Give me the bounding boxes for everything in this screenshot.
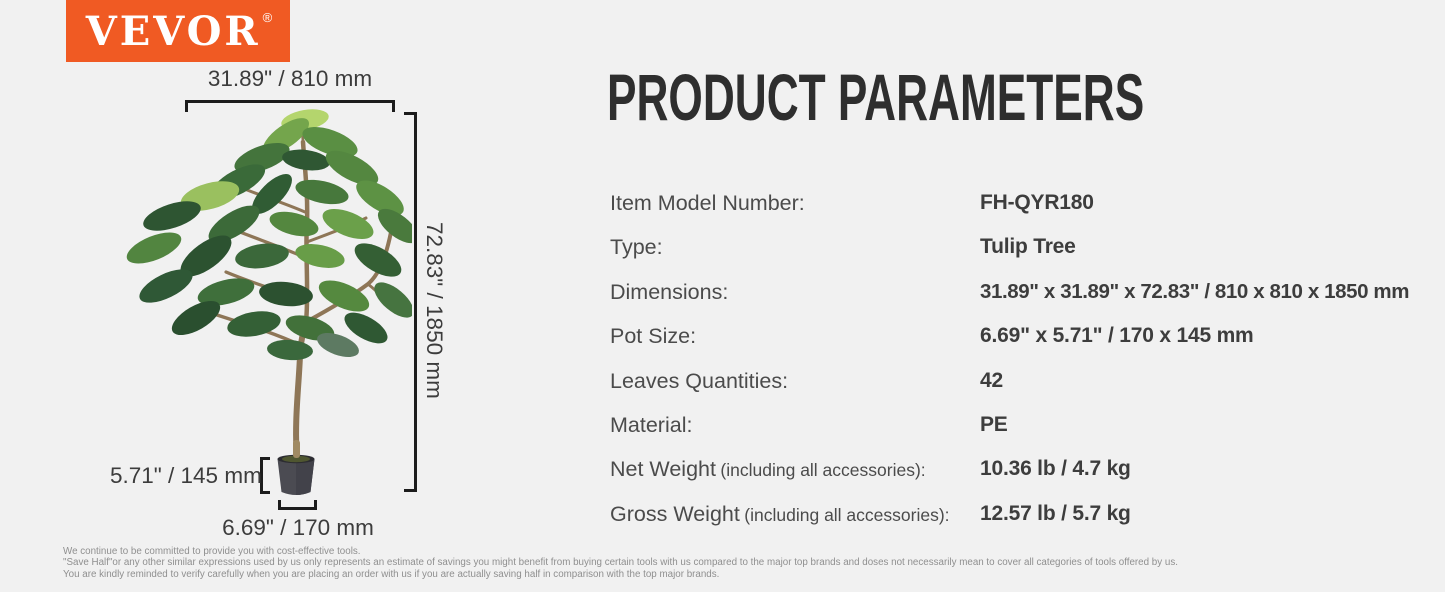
- param-row-type: [610, 232, 1445, 262]
- width-dimension-bracket: [185, 100, 395, 112]
- width-dimension-label: 31.89" / 810 mm: [207, 66, 373, 91]
- param-row-pot-size: [610, 321, 1445, 351]
- param-label-note: (including all accessories):: [744, 505, 950, 525]
- param-label: Type:: [610, 235, 663, 259]
- param-row-item-model-number: [610, 188, 1445, 218]
- param-value: FH-QYR180: [980, 191, 1094, 214]
- param-row-dimensions: [610, 277, 1445, 307]
- disclaimer-line-1: We continue to be committed to provide you with cost-effective tools.: [63, 546, 361, 557]
- param-value: 42: [980, 369, 1003, 392]
- vevor-logo-text: VEVOR: [85, 7, 261, 55]
- height-dimension-label: 72.83" / 1850 mm: [422, 222, 447, 399]
- page-title: PRODUCT PARAMETERS: [607, 60, 1145, 134]
- param-label: Material:: [610, 413, 693, 437]
- pot-height-dimension-label: 5.71" / 145 mm: [110, 463, 262, 488]
- param-value: Tulip Tree: [980, 235, 1076, 258]
- param-value: 6.69" x 5.71" / 170 x 145 mm: [980, 324, 1254, 347]
- height-dimension-bracket: [404, 112, 417, 492]
- param-label: Pot Size:: [610, 324, 697, 348]
- vevor-logo: [66, 0, 290, 62]
- pot: [278, 440, 315, 495]
- pot-width-dimension-bracket: [278, 500, 317, 510]
- param-row-net-weight: [610, 454, 1445, 484]
- param-label: Leaves Quantities:: [610, 369, 789, 393]
- param-row-leaves-quantities: [610, 366, 1445, 396]
- param-label: Net Weight: [610, 457, 716, 481]
- param-label: Item Model Number:: [610, 191, 805, 215]
- disclaimer: [63, 546, 1393, 580]
- param-label: Dimensions:: [610, 280, 729, 304]
- param-value: 31.89" x 31.89" x 72.83" / 810 x 810 x 1850 mm: [980, 280, 1410, 303]
- param-label: Gross Weight: [610, 502, 740, 526]
- param-row-material: [610, 410, 1445, 440]
- registered-trademark-symbol: ®: [262, 9, 273, 25]
- param-value: 10.36 lb / 4.7 kg: [980, 457, 1131, 480]
- plant-image: [108, 108, 412, 506]
- param-value: PE: [980, 413, 1008, 436]
- param-label-note: (including all accessories):: [720, 460, 926, 480]
- pot-width-dimension-label: 6.69" / 170 mm: [222, 515, 374, 540]
- disclaimer-line-3: You are kindly reminded to verify carefully when you are placing an order with us if you are actually saving half in comparison with the top major brands.: [63, 568, 720, 580]
- disclaimer-line-2: "Save Half"or any other similar expressions used by us only represents an estimate of savings you might benefit from buying certain tools with us compared to the major top brands and doses not necessarily mean to cover all categories of tools offered by us.: [63, 557, 1178, 569]
- param-value: 12.57 lb / 5.7 kg: [980, 502, 1131, 525]
- param-row-gross-weight: [610, 499, 1445, 529]
